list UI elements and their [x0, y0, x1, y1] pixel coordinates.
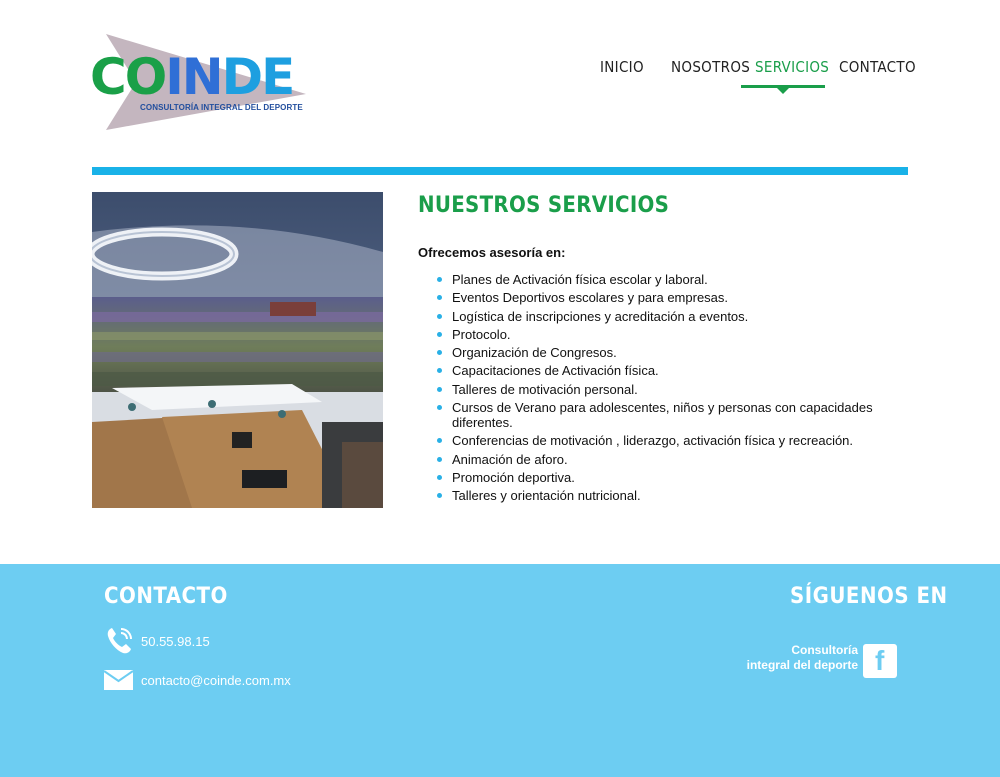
nav-nosotros[interactable]: NOSOTROS [671, 58, 751, 76]
footer-email-link[interactable]: contacto@coinde.com.mx [141, 673, 291, 688]
phone-icon [104, 626, 134, 656]
coinde-logo[interactable] [90, 32, 320, 134]
list-item: Planes de Activación física escolar y laboral. [418, 272, 888, 287]
logo-tagline: CONSULTORÍA INTEGRAL DEL DEPORTE [140, 103, 303, 112]
facebook-glyph: f [875, 645, 885, 676]
facebook-label-line2: integral del deporte [746, 658, 858, 672]
section-divider-bar [92, 167, 908, 175]
active-nav-caret-icon [776, 87, 790, 94]
page-title: NUESTROS SERVICIOS [418, 193, 670, 218]
list-item: Promoción deportiva. [418, 470, 888, 485]
facebook-link-label[interactable] [747, 643, 858, 673]
nav-contacto[interactable]: CONTACTO [839, 58, 916, 76]
list-item: Eventos Deportivos escolares y para empresas. [418, 290, 888, 305]
list-item: Cursos de Verano para adolescentes, niños y personas con capacidades diferentes. [418, 400, 888, 430]
facebook-icon[interactable] [863, 644, 897, 678]
services-list [418, 272, 888, 507]
logo-wordmark: COINDE [90, 48, 294, 106]
list-item: Animación de aforo. [418, 452, 888, 467]
list-item: Organización de Congresos. [418, 345, 888, 360]
list-item: Logística de inscripciones y acreditación a eventos. [418, 309, 888, 324]
list-item: Conferencias de motivación , liderazgo, activación física y recreación. [418, 433, 888, 448]
nav-servicios[interactable]: SERVICIOS [755, 58, 830, 76]
footer-contact-title: CONTACTO [104, 584, 228, 609]
facebook-label-line1: Consultoría [791, 643, 858, 657]
list-item: Talleres de motivación personal. [418, 382, 888, 397]
footer [0, 564, 1000, 777]
footer-follow-title: SÍGUENOS EN [790, 584, 948, 609]
list-item: Capacitaciones de Activación física. [418, 363, 888, 378]
stadium-photo [92, 192, 383, 508]
mail-icon [104, 670, 133, 690]
list-item: Protocolo. [418, 327, 888, 342]
list-item: Talleres y orientación nutricional. [418, 488, 888, 503]
footer-phone[interactable]: 50.55.98.15 [141, 634, 210, 649]
nav-inicio[interactable]: INICIO [600, 58, 644, 76]
main-nav [585, 58, 916, 98]
services-intro: Ofrecemos asesoría en: [418, 245, 566, 260]
